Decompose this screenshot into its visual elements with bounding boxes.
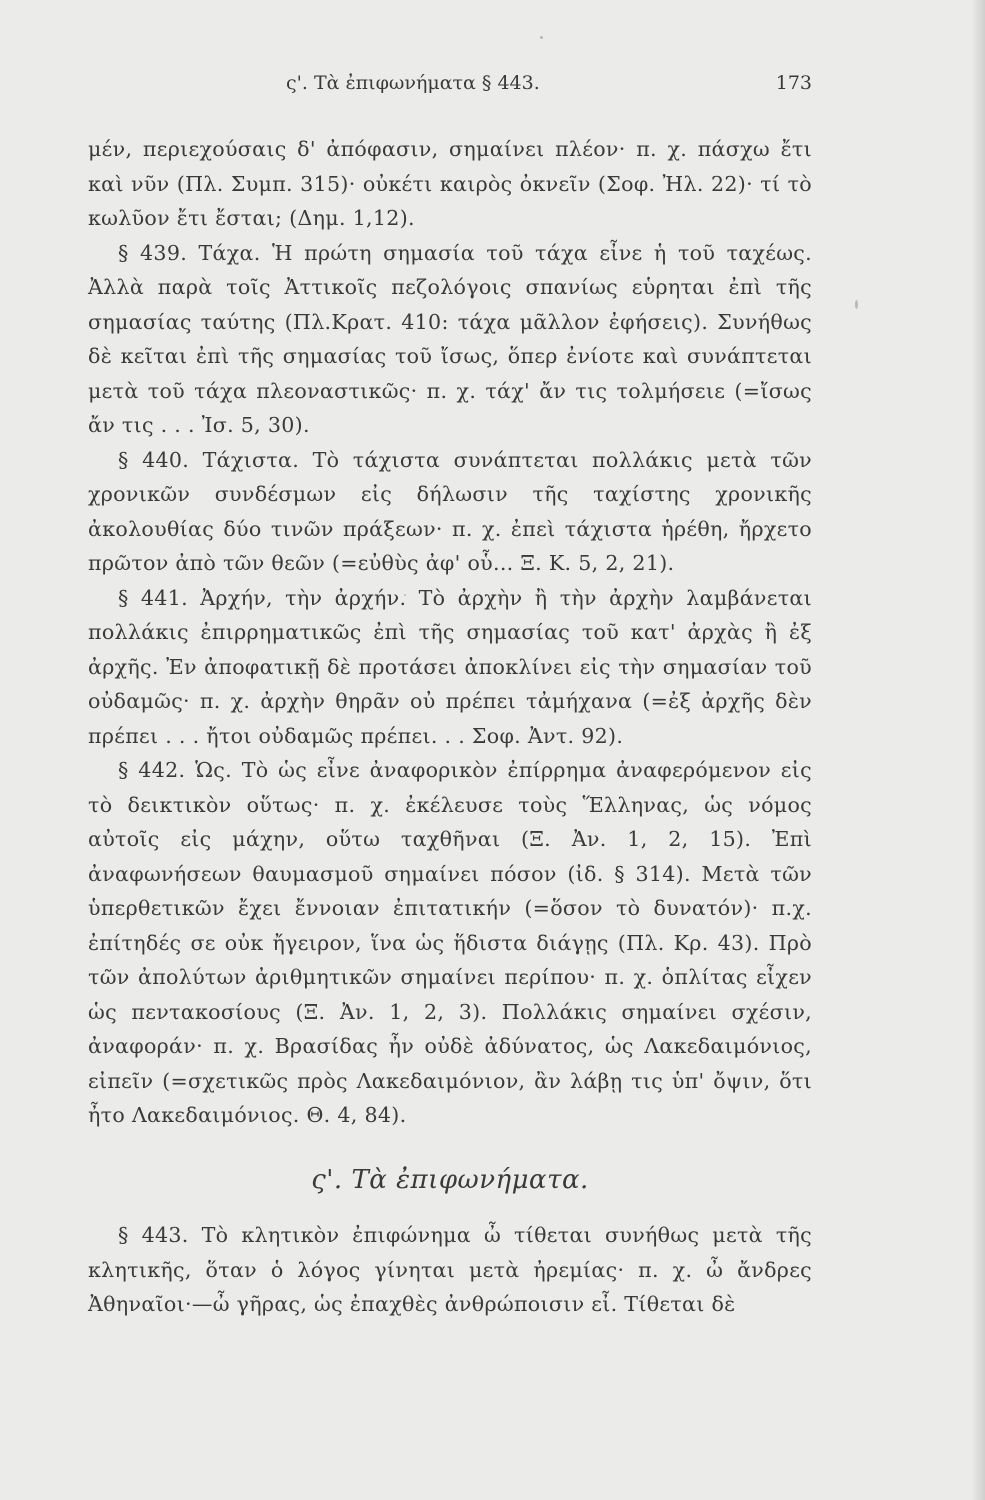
section-heading: ς'. Τὰ ἐπιφωνήματα. bbox=[311, 1165, 589, 1195]
paragraph-443: § 443. Τὸ κλητικὸν ἐπιφώνημα ὦ τίθεται συνήθως μετὰ τῆς κλητικῆς, ὅταν ὁ λόγος γίνηται μετὰ ἠρεμίας· π. χ. ὦ ἄνδρες Ἀθηναῖοι·—ὦ γῆρας, ὡς ἐπαχθὲς ἀνθρώποισιν εἶ. Τίθεται δὲ bbox=[88, 1223, 812, 1316]
paragraph-439: § 439. Τάχα. Ἡ πρώτη σημασία τοῦ τάχα εἶνε ἡ τοῦ ταχέως. Ἀλλὰ παρὰ τοῖς Ἀττικοῖς πεζολόγοις σπανίως εὑρηται ἐπὶ τῆς σημασίας ταύτης (Πλ.Κρατ. 410: τάχα μᾶλλον ἐφήσεις). Συνήθως δὲ κεῖται ἐπὶ τῆς σημασίας τοῦ ἴσως, ὅπερ ἐνίοτε καὶ συνάπτεται μετὰ τοῦ τάχα πλεοναστικῶς· π. χ. τάχ' ἄν τις τολμήσειε (=ἴσως ἄν τις . . . Ἰσ. 5, 30). bbox=[88, 240, 812, 437]
running-head-title: ς'. Τὰ ἐπιφωνήματα § 443. bbox=[286, 72, 540, 94]
paragraph-continuation: μέν, περιεχούσαις δ' ἀπόφασιν, σημαίνει πλέον· π. χ. πάσχω ἔτι καὶ νῦν (Πλ. Συμπ. 315)· οὐκέτι καιρὸς ὀκνεῖν (Σοφ. Ἠλ. 22)· τί τὸ κωλῦον ἔτι ἔσται; (Δημ. 1,12). bbox=[88, 137, 812, 230]
section-text bbox=[88, 1218, 812, 1322]
main-text bbox=[88, 132, 812, 1133]
paragraph-441: § 441. Ἀρχήν, τὴν ἀρχήν. Τὸ ἀρχὴν ἢ τὴν ἀρχὴν λαμβάνεται πολλάκις ἐπιρρηματικῶς ἐπὶ τῆς σημασίας τοῦ κατ' ἀρχὰς ἢ ἐξ ἀρχῆς. Ἐν ἀποφατικῇ δὲ προτάσει ἀποκλίνει εἰς τὴν σημασίαν τοῦ οὐδαμῶς· π. χ. ἀρχὴν θηρᾶν οὐ πρέπει τἀμήχανα (=ἐξ ἀρχῆς δὲν πρέπει . . . ἤτοι οὐδαμῶς πρέπει. . . Σοφ. Ἀντ. 92). bbox=[88, 585, 812, 748]
paragraph-442: § 442. Ὡς. Τὸ ὡς εἶνε ἀναφορικὸν ἐπίρρημα ἀναφερόμενον εἰς τὸ δεικτικὸν οὕτως· π. χ. ἐκέλευσε τοὺς Ἕλληνας, ὡς νόμος αὐτοῖς εἰς μάχην, οὕτω ταχθῆναι (Ξ. Ἀν. 1, 2, 15). Ἐπὶ ἀναφωνήσεων θαυμασμοῦ σημαίνει πόσον (ἰδ. § 314). Μετὰ τῶν ὑπερθετικῶν ἔχει ἔννοιαν ἐπιτατικήν (=ὅσον τὸ δυνατόν)· π.χ. ἐπίτηδές σε οὐκ ἤγειρον, ἵνα ὡς ἥδιστα διάγῃς (Πλ. Κρ. 43). Πρὸ τῶν ἀπολύτων ἀριθμητικῶν σημαίνει περίπου· π. χ. ὁπλίτας εἶχεν ὡς πεντακοσίους (Ξ. Ἀν. 1, 2, 3). Πολλάκις σημαίνει σχέσιν, ἀναφοράν· π. χ. Βρασίδας ἦν οὐδὲ ἀδύνατος, ὡς Λακεδαιμόνιος, εἰπεῖν (=σχετικῶς πρὸς Λακεδαιμόνιον, ἂν λάβῃ τις ὑπ' ὄψιν, ὅτι ἦτο Λακεδαιμόνιος. Θ. 4, 84). bbox=[88, 758, 812, 1127]
page-number: 173 bbox=[775, 72, 812, 94]
running-head bbox=[90, 72, 812, 98]
paragraph-440: § 440. Τάχιστα. Τὸ τάχιστα συνάπτεται πολλάκις μετὰ τῶν χρονικῶν συνδέσμων εἰς δήλωσιν τῆς ταχίστης χρονικῆς ἀκολουθίας δύο τινῶν πράξεων· π. χ. ἐπεὶ τάχιστα ἡρέθη, ἤρχετο πρῶτον ἀπὸ τῶν θεῶν (=εὐθὺς ἀφ' οὗ... Ξ. Κ. 5, 2, 21). bbox=[88, 447, 812, 575]
page-edge-shadow bbox=[971, 0, 985, 1500]
